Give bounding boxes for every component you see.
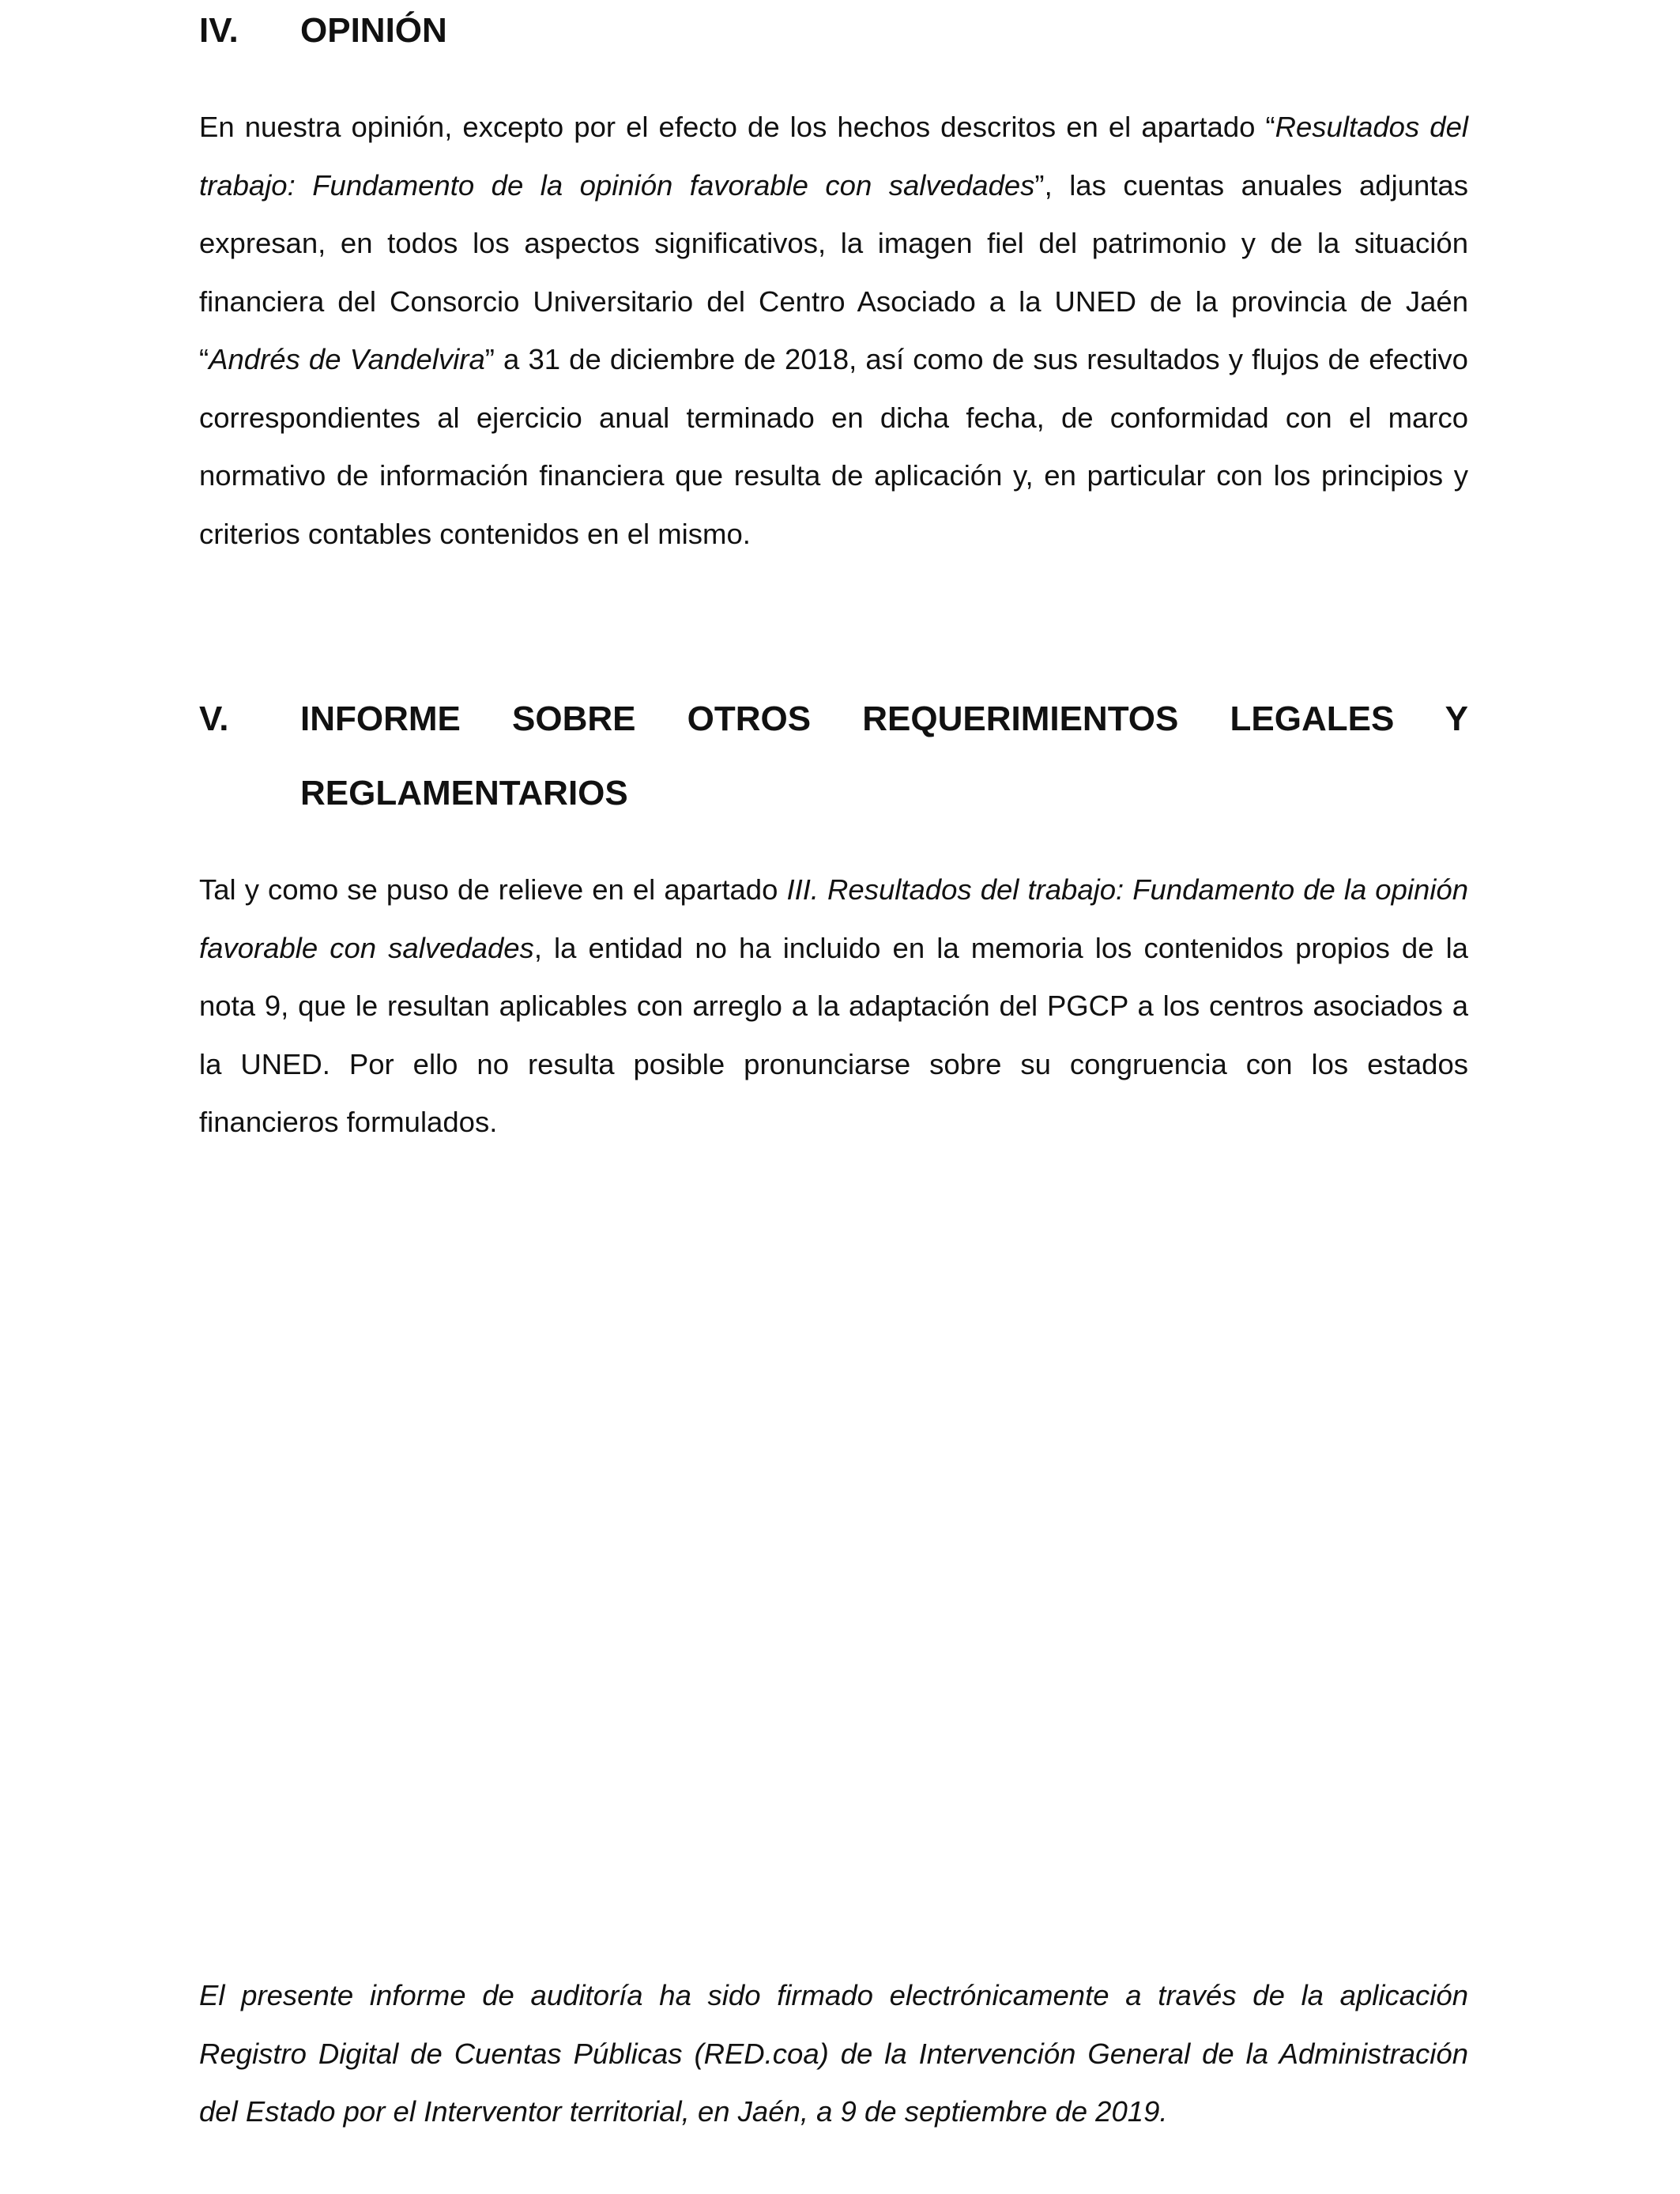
section-v-paragraph	[199, 861, 1468, 1152]
section-iv-text-1: En nuestra opinión, excepto por el efecto de los hechos descritos en el apartado “	[199, 111, 1275, 143]
section-v-text-2: , la entidad no ha incluido en la memoria los contenidos propios de la nota 9, que le resultan aplicables con arreglo a la adaptación del PGCP a los centros asociados a la UNED. Por ello no resulta posible pronunciarse sobre su congruencia con los estados financieros formulados.	[199, 931, 1468, 1138]
section-iv-title: OPINIÓN	[300, 11, 447, 50]
section-v-italic-1: III. Resultados del trabajo: Fundamento de la opinión favorable con salvedades	[199, 873, 1468, 964]
section-v-title	[300, 682, 1468, 831]
section-iv-italic-2: Andrés de Vandelvira	[209, 343, 485, 375]
section-iv-text-3: ” a 31 de diciembre de 2018, así como de sus resultados y flujos de efectivo correspondientes al ejercicio anual terminado en dicha fecha, de conformidad con el marco normativo de información financiera que resulta de aplicación y, en particular con los principios y criterios contables contenidos en el mismo.	[199, 343, 1468, 550]
signature-note: El presente informe de auditoría ha sido firmado electrónicamente a través de la aplicación Registro Digital de Cuentas Públicas (RED.coa) de la Intervención General de la Administración del Estado por el Interventor territorial, en Jaén, a 9 de septiembre de 2019.	[199, 1979, 1468, 2128]
section-v-text-1: Tal y como se puso de relieve en el apartado	[199, 873, 787, 906]
section-iv-text-2: ”, las cuentas anuales adjuntas expresan, en todos los aspectos significativos, la imagen fiel del patrimonio y de la situación financiera del Consorcio Universitario del Centro Asociado a la UNED de la provincia de Jaén “	[199, 168, 1468, 375]
section-iv-italic-1: Resultados del trabajo: Fundamento de la opinión favorable con salvedades	[199, 111, 1468, 202]
section-v-title-line-1: INFORME SOBRE OTROS REQUERIMIENTOS LEGALES Y	[300, 699, 1468, 738]
section-iv-number: IV.	[199, 11, 239, 50]
section-iv-paragraph	[199, 98, 1468, 563]
section-v-title-line-2: REGLAMENTARIOS	[300, 774, 628, 812]
section-iv-heading	[199, 0, 1468, 68]
section-v-number: V.	[199, 699, 229, 738]
section-v-heading	[199, 682, 1468, 831]
